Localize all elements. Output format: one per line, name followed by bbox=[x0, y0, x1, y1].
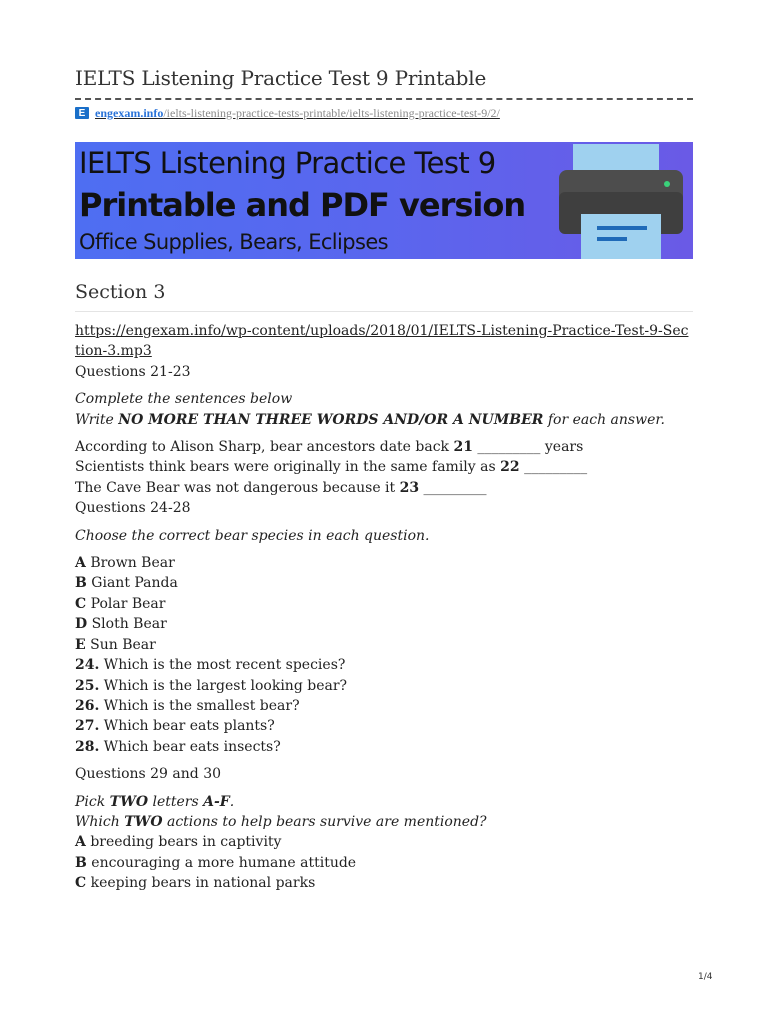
instruction-text: Complete the sentences below bbox=[75, 391, 293, 408]
option-text: Sloth Bear bbox=[87, 616, 167, 633]
option-letter: D bbox=[75, 616, 88, 633]
option-text: encouraging a more humane attitude bbox=[86, 854, 357, 871]
source-domain: engexam.info bbox=[95, 105, 164, 120]
instruction-text: Which bbox=[75, 813, 125, 830]
question-number: 26. bbox=[75, 697, 100, 714]
source-link-row bbox=[75, 105, 500, 121]
section-divider bbox=[75, 311, 693, 312]
answer-blank: _________ bbox=[519, 459, 588, 476]
document-title: IELTS Listening Practice Test 9 Printable bbox=[75, 66, 487, 90]
audio-link-line bbox=[75, 321, 693, 362]
questions-21-23-heading: Questions 21-23 bbox=[75, 363, 191, 380]
question-number: 27. bbox=[75, 718, 100, 735]
section-heading: Section 3 bbox=[75, 281, 166, 303]
instruction-text: actions to help bears survive are mentioned? bbox=[162, 813, 487, 830]
audio-link[interactable]: https://engexam.info/wp-content/uploads/2018/01/IELTS-Listening-Practice-Test-9-Section-3.mp3 bbox=[75, 323, 689, 360]
question-number: 21 bbox=[453, 439, 473, 456]
question-item bbox=[75, 696, 693, 716]
source-path: /ielts-listening-practice-tests-printable/ielts-listening-practice-test-9/2/ bbox=[163, 105, 500, 120]
sentence-text: Scientists think bears were originally in the same family as bbox=[75, 459, 501, 476]
option-text: breeding bears in captivity bbox=[85, 834, 282, 851]
question-number: 28. bbox=[75, 738, 100, 755]
question-item bbox=[75, 737, 693, 757]
instruction-text: Choose the correct bear species in each question. bbox=[75, 527, 430, 544]
printer-icon bbox=[559, 142, 689, 259]
sentence-item bbox=[75, 478, 693, 498]
answer-blank: _________ years bbox=[472, 439, 584, 456]
question-text: Which bear eats plants? bbox=[99, 718, 275, 735]
instruction-line bbox=[75, 812, 693, 832]
instruction-line bbox=[75, 410, 693, 430]
option-text: Sun Bear bbox=[85, 636, 156, 653]
instruction-text: Write bbox=[75, 411, 119, 428]
question-item bbox=[75, 716, 693, 736]
option-text: Polar Bear bbox=[86, 595, 166, 612]
option-letter: B bbox=[75, 854, 87, 871]
sentence-item bbox=[75, 457, 693, 477]
option-letter: C bbox=[75, 875, 87, 892]
document-body bbox=[75, 321, 693, 894]
instruction-text: . bbox=[229, 793, 235, 810]
option-item bbox=[75, 832, 693, 852]
answer-blank: _________ bbox=[419, 479, 487, 496]
instruction-emphasis: A-F bbox=[203, 793, 230, 810]
option-letter: C bbox=[75, 595, 87, 612]
question-text: Which bear eats insects? bbox=[99, 738, 281, 755]
questions-29-30-heading: Questions 29 and 30 bbox=[75, 766, 222, 783]
option-item bbox=[75, 614, 693, 634]
option-text: keeping bears in national parks bbox=[86, 875, 316, 892]
instruction-line bbox=[75, 792, 693, 812]
banner-line3: Office Supplies, Bears, Eclipses bbox=[79, 230, 389, 254]
option-text: Giant Panda bbox=[86, 575, 178, 592]
option-item bbox=[75, 635, 693, 655]
question-number: 25. bbox=[75, 677, 100, 694]
option-item bbox=[75, 873, 693, 893]
title-divider bbox=[75, 98, 693, 100]
external-link-icon: E bbox=[75, 107, 89, 119]
question-text: Which is the most recent species? bbox=[99, 657, 346, 674]
option-letter: A bbox=[75, 834, 86, 851]
sentence-text: According to Alison Sharp, bear ancestors date back bbox=[75, 439, 454, 456]
page-number: 1/4 bbox=[698, 972, 713, 982]
question-text: Which is the smallest bear? bbox=[99, 697, 300, 714]
banner-line1: IELTS Listening Practice Test 9 bbox=[79, 146, 496, 180]
instruction-emphasis: TWO bbox=[124, 813, 163, 830]
instruction-line bbox=[75, 526, 693, 546]
sentence-item bbox=[75, 437, 693, 457]
option-item bbox=[75, 553, 693, 573]
question-number: 22 bbox=[500, 459, 520, 476]
question-text: Which is the largest looking bear? bbox=[99, 677, 348, 694]
instruction-text: Pick bbox=[75, 793, 110, 810]
option-letter: B bbox=[75, 575, 87, 592]
option-item bbox=[75, 573, 693, 593]
instruction-text: letters bbox=[148, 793, 204, 810]
instruction-line bbox=[75, 389, 693, 409]
question-number: 23 bbox=[399, 479, 420, 496]
sentence-text: The Cave Bear was not dangerous because it bbox=[75, 479, 400, 496]
questions-24-28-heading: Questions 24-28 bbox=[75, 500, 191, 517]
instruction-emphasis: TWO bbox=[109, 793, 149, 810]
instruction-emphasis: NO MORE THAN THREE WORDS AND/OR A NUMBER bbox=[118, 411, 544, 428]
question-item bbox=[75, 676, 693, 696]
question-item bbox=[75, 655, 693, 675]
source-link[interactable] bbox=[95, 106, 500, 121]
banner-line2: Printable and PDF version bbox=[79, 186, 526, 224]
option-letter: A bbox=[75, 555, 86, 572]
option-letter: E bbox=[75, 636, 86, 653]
instruction-text: for each answer. bbox=[543, 411, 665, 428]
banner-image bbox=[75, 142, 693, 259]
question-number: 24. bbox=[75, 657, 100, 674]
option-item bbox=[75, 853, 693, 873]
option-text: Brown Bear bbox=[85, 555, 175, 572]
option-item bbox=[75, 594, 693, 614]
